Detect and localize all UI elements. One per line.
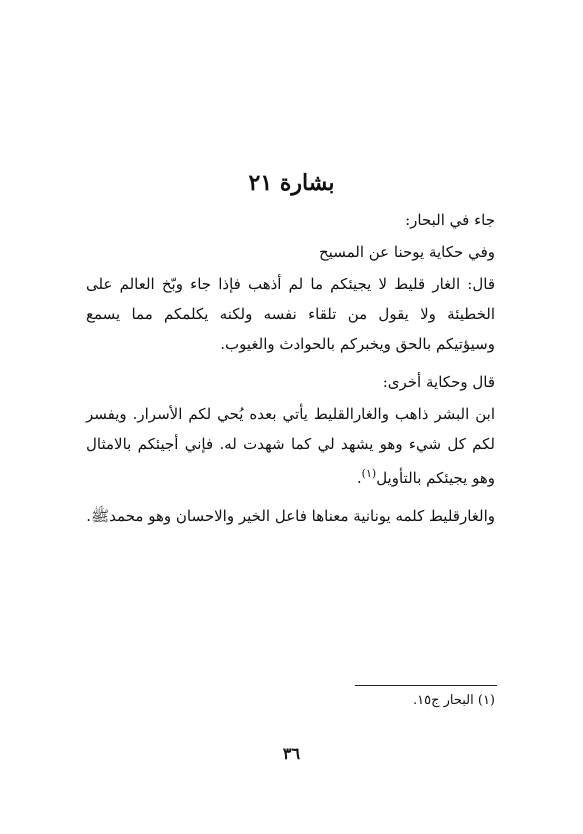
footnote: (١) البحار ج١٥.: [412, 693, 495, 708]
body-text: [86, 205, 495, 539]
footnote-divider: [355, 685, 497, 686]
page-number: ٣٦: [282, 744, 301, 763]
paragraph-quote-2-text: ابن البشر ذاهب والغارالقليط يأتي بعده يُحي لكم الأسرار. ويفسر لكم كل شيء وهو يشهد لي كما شهدت له. فإني أجيئكم بالامثال وهو يجيئكم بالتأويل: [86, 405, 495, 487]
paragraph-quote-2-period: .: [356, 469, 362, 487]
footnote-reference-mark: (١): [361, 467, 377, 480]
paragraph-john-story: وفي حكاية يوحنا عن المسيح: [319, 243, 495, 261]
paragraph-intro: جاء في البحار:: [405, 211, 495, 229]
paragraph-conclusion: والغارقليط كلمه يونانية معناها فاعل الخير والاحسان وهو محمدﷺ.: [86, 507, 495, 525]
paragraph-another-story: قال وحكاية أخرى:: [382, 373, 495, 391]
paragraph-quote-1: قال: الغار قليط لا يجيئكم ما لم أذهب فإذا جاء وبّخ العالم على الخطيئة ولا يقول من تلقاء نفسه ولكنه يكلمكم مما يسمع وسيؤتيكم بالحق ويخبركم بالحوادث والغيوب.: [86, 275, 495, 353]
section-heading: بشارة ٢١: [248, 170, 335, 196]
paragraph-quote-2: [86, 399, 495, 493]
